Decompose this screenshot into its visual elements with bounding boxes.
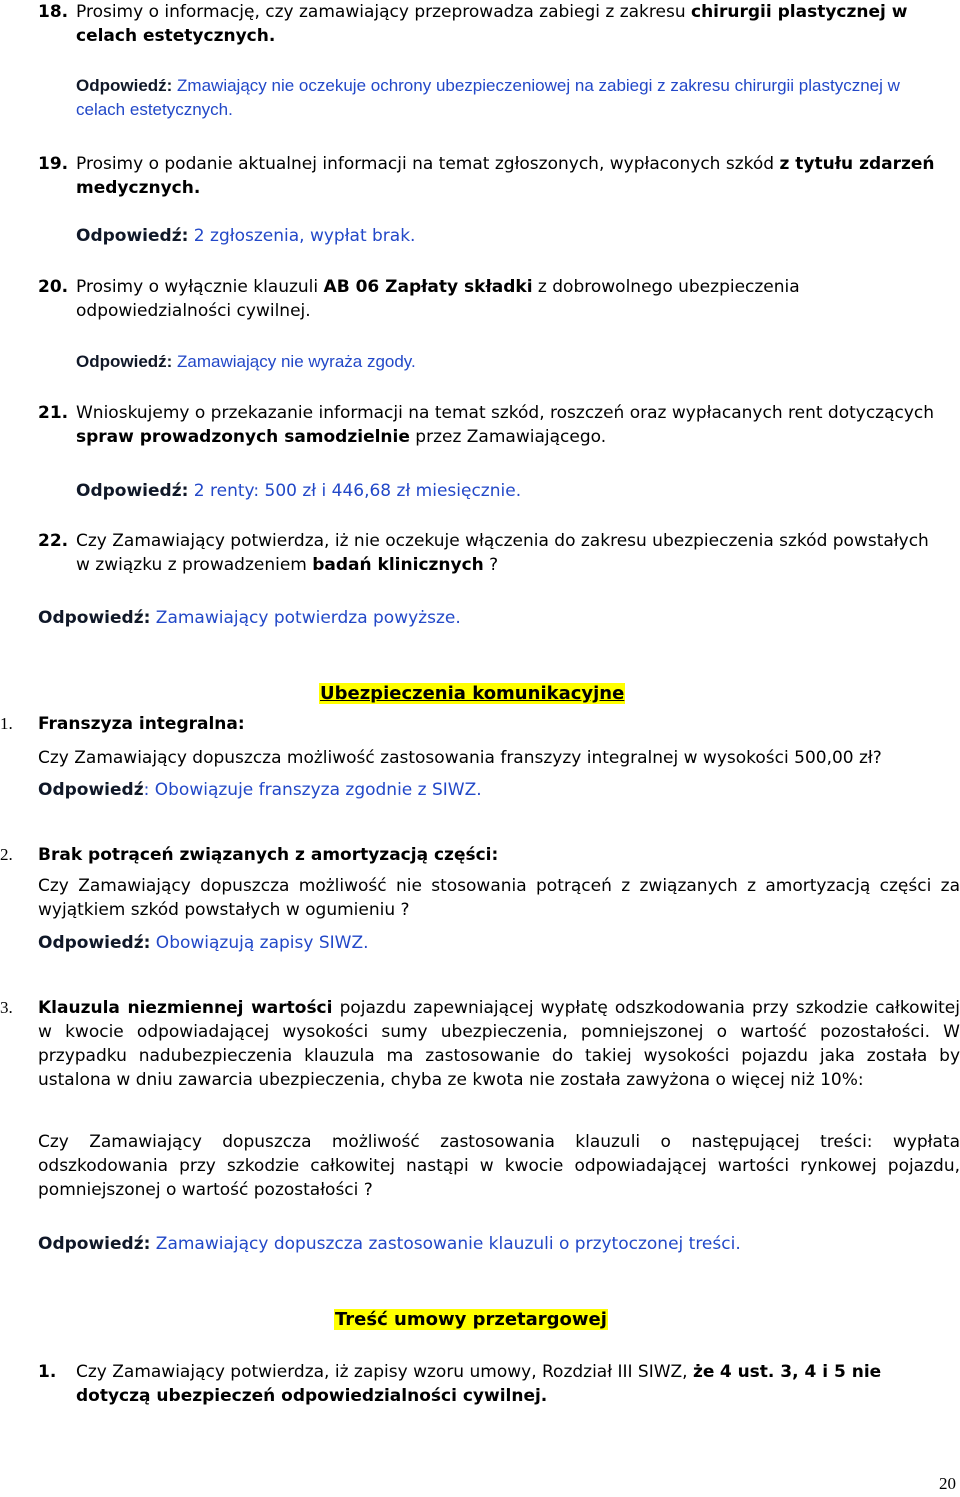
item-2-text [38, 874, 960, 922]
item-3-text [38, 996, 960, 1092]
answer-label: Odpowiedź: [76, 352, 173, 371]
item-title: Franszyza integralna: [38, 714, 245, 734]
item-emphasis-2: 4 ust. 3, 4 i 5 nie dotyczą ubezpieczeń odpowiedzialności cywilnej. [76, 1362, 882, 1406]
question-21 [38, 401, 938, 449]
item-text: Czy Zamawiający potwierdza, iż zapisy wzoru umowy, Rozdział III SIWZ, [76, 1362, 693, 1382]
section-title: Treść umowy przetargowej [335, 1309, 607, 1330]
item-number: 1. [38, 1362, 57, 1382]
answer-20 [76, 350, 916, 374]
question-text: Prosimy o podanie aktualnej informacji na temat zgłoszonych, wypłaconych szkód [76, 154, 780, 174]
question-number: 22. [38, 531, 69, 551]
item-1-answer [38, 778, 918, 802]
answer-label: Odpowiedź: [38, 1234, 151, 1254]
item-question: Czy Zamawiający dopuszcza możliwość zastosowania klauzuli o następującej treści: wypłata odszkodowania przy szkodzie całkowitej nastąpi w kwocie odpowiadającej wartości rynkowej pojazdu, pomniejszonej o wartość pozostałości ? [38, 1132, 960, 1200]
item-text: pojazdu zapewniającej wypłatę odszkodowania przy szkodzie całkowitej w kwocie odpowiadającej wysokości sumy ubezpieczenia, pomniejszonej o wartość pozostałości. W przypadku nadubezpieczenia klauzula ma zastosowanie do takiej wysokości pojazdu jaka została by ustalona w dniu zawarcia ubezpieczenia, chyba ze kwota nie została zawyżona o więcej niż 10%: [38, 998, 960, 1090]
question-20 [38, 275, 938, 323]
item-number: 3. [0, 998, 13, 1017]
item-number: 1. [0, 714, 13, 733]
item-2-answer [38, 931, 918, 955]
question-emphasis: spraw prowadzonych samodzielnie [76, 427, 410, 447]
question-text-cont: ? [483, 555, 499, 575]
question-number: 19. [38, 154, 69, 174]
question-number: 20. [38, 277, 69, 297]
item-emphasis: że [692, 1362, 715, 1382]
item-title: Klauzula niezmiennej wartości [38, 998, 333, 1018]
answer-label: Odpowiedź: [38, 608, 151, 628]
page-number-text: 20 [939, 1474, 956, 1493]
question-text: Czy Zamawiający potwierdza, iż nie oczekuje włączenia do zakresu ubezpieczenia szkód powstałych w związku z prowadzeniem [76, 531, 929, 575]
answer-text: Obowiązują zapisy SIWZ. [150, 933, 369, 953]
question-text: Prosimy o informację, czy zamawiający przeprowadza zabiegi z zakresu [76, 2, 691, 22]
contract-item-1 [38, 1360, 948, 1408]
item-title: Brak potrąceń związanych z amortyzacją części: [38, 845, 499, 865]
answer-label: Odpowiedź: [38, 933, 151, 953]
question-text: Wnioskujemy o przekazanie informacji na temat szkód, roszczeń oraz wypłacanych rent dotyczących [76, 403, 935, 423]
question-number: 18. [38, 2, 69, 22]
question-text-cont: przez Zamawiającego. [409, 427, 607, 447]
answer-text: 2 renty: 500 zł i 446,68 zł miesięcznie. [188, 481, 522, 501]
item-3-question [38, 1130, 960, 1202]
question-19 [38, 152, 938, 200]
answer-text: Zamawiający dopuszcza zastosowanie klauzuli o przytoczonej treści. [150, 1234, 741, 1254]
item-3-number [0, 996, 13, 1020]
question-emphasis: AB 06 Zapłaty składki [323, 277, 533, 297]
question-emphasis: chirurgii plastycznej w celach estetycznych. [76, 2, 908, 46]
item-2-heading [0, 843, 940, 867]
item-text: Czy Zamawiający dopuszcza możliwość nie stosowania potrąceń z związanych z amortyzacją części za wyjątkiem szkód powstałych w ogumieniu ? [38, 876, 960, 920]
question-text-cont: z dobrowolnego ubezpieczenia odpowiedzialności cywilnej. [76, 277, 800, 321]
answer-label: Odpowiedź [38, 780, 144, 800]
question-text: Prosimy o wyłącznie klauzuli [76, 277, 324, 297]
question-18 [38, 0, 938, 48]
item-number: 2. [0, 845, 13, 864]
item-text: Czy Zamawiający dopuszcza możliwość zastosowania franszyzy integralnej w wysokości 500,00 zł? [38, 748, 882, 768]
answer-text: Zamawiający nie wyraża zgody. [172, 352, 416, 371]
item-1-heading [0, 712, 940, 736]
answer-text: Obowiązuje franszyza zgodnie z SIWZ. [149, 780, 482, 800]
answer-colon: : [143, 780, 150, 800]
section-heading-komunikacyjne [319, 682, 625, 706]
section-title: Ubezpieczenia komunikacyjne [320, 683, 625, 704]
section-heading-umowa [334, 1308, 608, 1332]
page-number [939, 1474, 956, 1494]
answer-22 [38, 606, 918, 630]
answer-text: Zmawiający nie oczekuje ochrony ubezpieczeniowej na zabiegi z zakresu chirurgii plastycznej w celach estetycznych. [76, 76, 900, 119]
item-3-answer [38, 1232, 938, 1256]
question-22 [38, 529, 938, 577]
answer-label: Odpowiedź: [76, 226, 189, 246]
answer-18 [76, 74, 916, 122]
answer-21 [76, 479, 916, 503]
item-1-text [38, 746, 958, 770]
answer-label: Odpowiedź: [76, 76, 173, 95]
question-number: 21. [38, 403, 69, 423]
answer-text: Zamawiający potwierdza powyższe. [150, 608, 461, 628]
answer-19 [76, 224, 916, 248]
question-emphasis: badań klinicznych [312, 555, 484, 575]
answer-label: Odpowiedź: [76, 481, 189, 501]
answer-text: 2 zgłoszenia, wypłat brak. [188, 226, 416, 246]
question-emphasis: z tytułu zdarzeń medycznych. [76, 154, 935, 198]
